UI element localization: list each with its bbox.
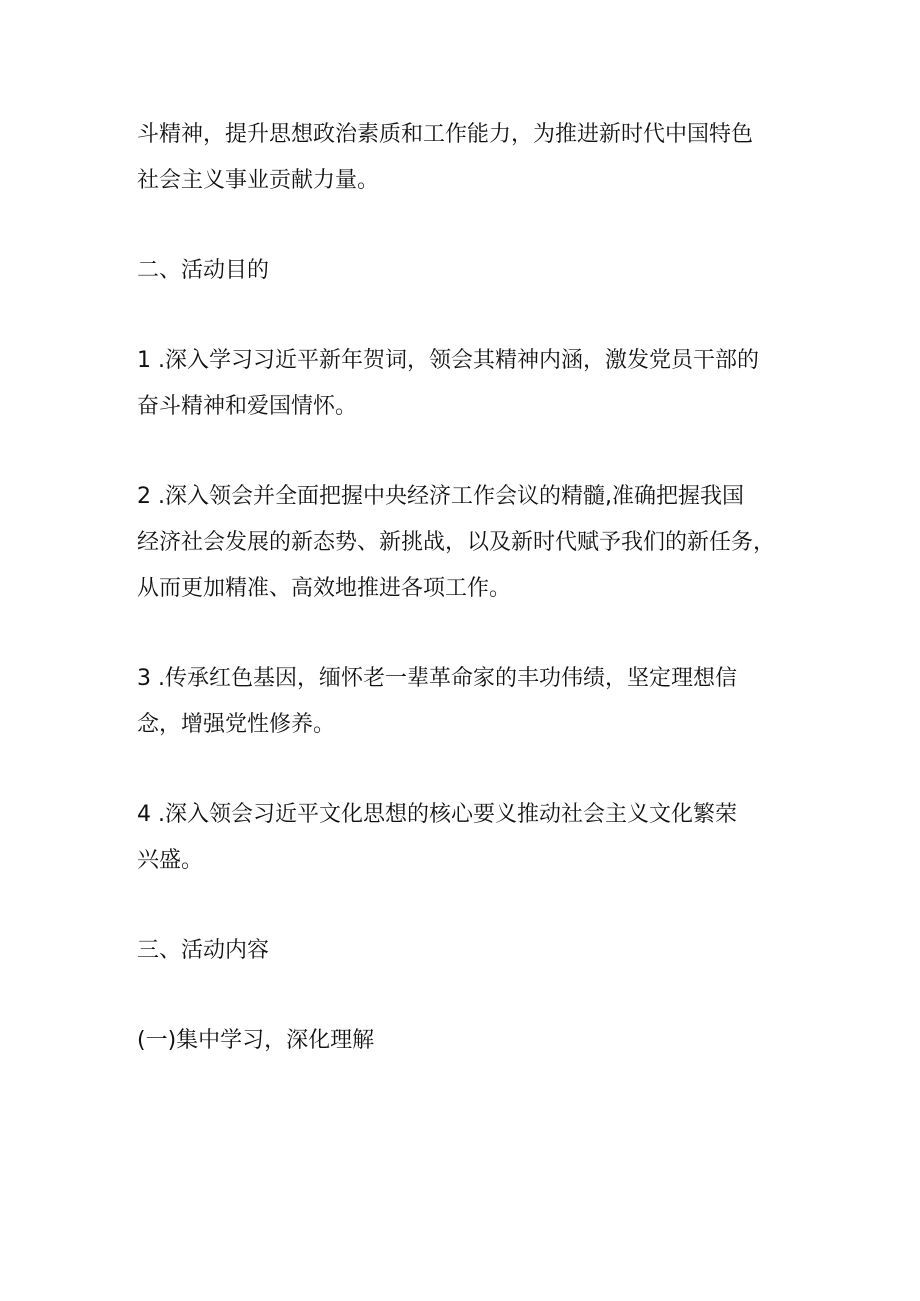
paragraph-intro-continuation xyxy=(137,112,797,204)
text-line: 1 .深入学习习近平新年贺词，领会其精神内涵，激发党员干部的 xyxy=(137,348,759,373)
text-line: 奋斗精神和爱国情怀。 xyxy=(137,394,358,419)
text-line: 2 .深入领会并全面把握中央经济工作会议的精髓,准确把握我国 xyxy=(137,484,744,509)
list-item-goal-1 xyxy=(137,338,797,430)
heading-text: (一)集中学习，深化理解 xyxy=(137,1028,375,1053)
text-line: 社会主义事业贡献力量。 xyxy=(137,168,380,193)
list-item-goal-4 xyxy=(137,792,797,884)
section-heading-activity-goals xyxy=(137,248,797,294)
text-line: 兴盛。 xyxy=(137,848,204,873)
section-heading-activity-content xyxy=(137,928,797,974)
list-item-goal-3 xyxy=(137,656,797,748)
text-line: 3 .传承红色基因，缅怀老一辈革命家的丰功伟绩，坚定理想信 xyxy=(137,666,737,691)
text-line: 经济社会发展的新态势、新挑战，以及新时代赋予我们的新任务， xyxy=(137,530,776,555)
document-body xyxy=(137,112,797,1108)
text-line: 从而更加精准、高效地推进各项工作。 xyxy=(137,576,512,601)
text-line: 4 .深入领会习近平文化思想的核心要义推动社会主义文化繁荣 xyxy=(137,802,737,827)
list-item-goal-2 xyxy=(137,474,797,612)
heading-text: 三、活动内容 xyxy=(137,938,270,963)
heading-text: 二、活动目的 xyxy=(137,258,270,283)
text-line: 斗精神，提升思想政治素质和工作能力，为推进新时代中国特色 xyxy=(137,122,754,147)
text-line: 念，增强党性修养。 xyxy=(137,712,336,737)
subsection-heading-centralized-study xyxy=(137,1018,797,1064)
